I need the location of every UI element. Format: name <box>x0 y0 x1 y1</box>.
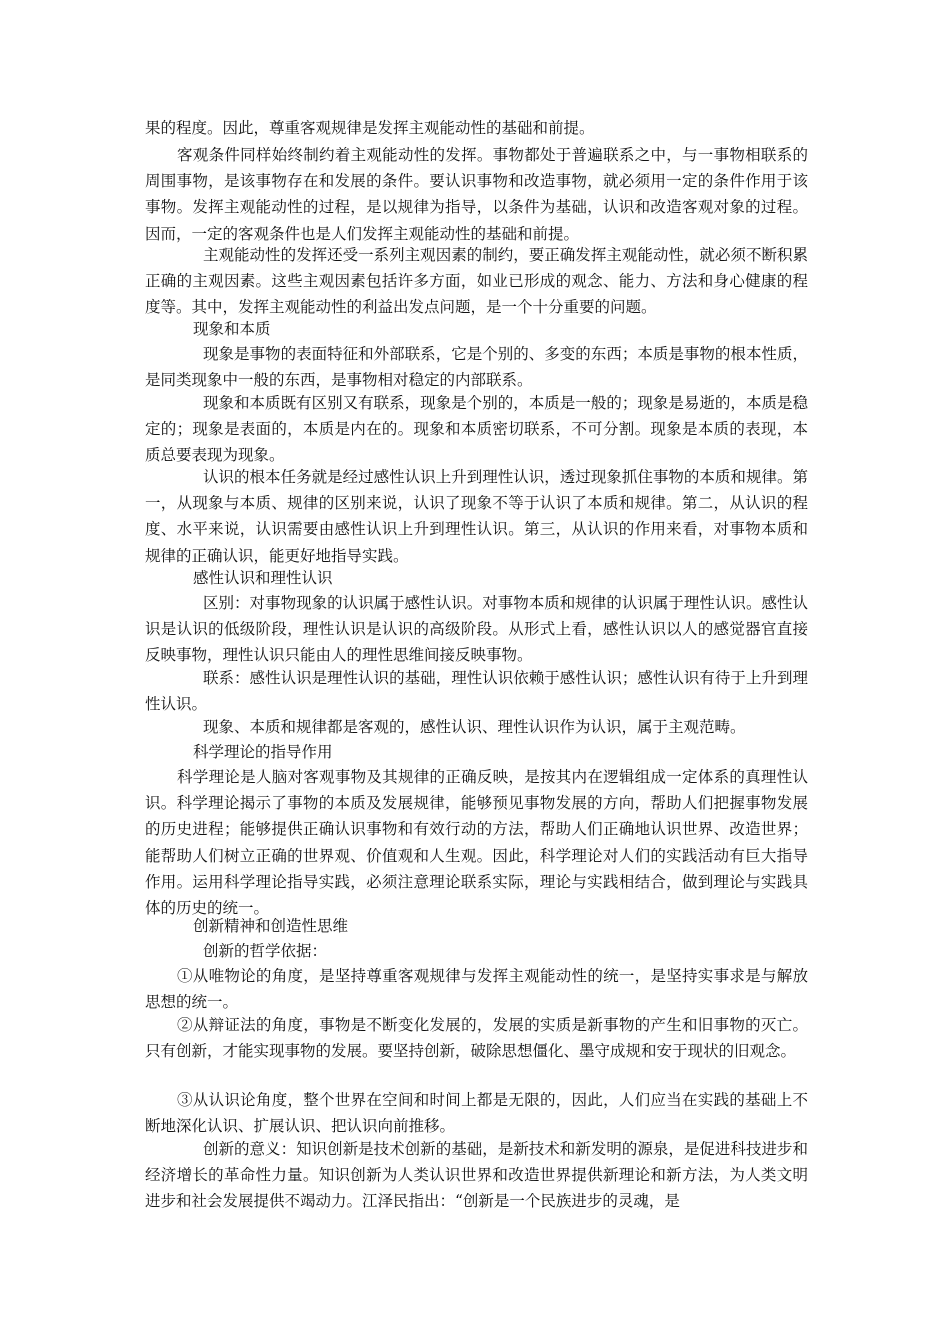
paragraph-11: ①从唯物论的角度，是坚持尊重客观规律与发挥主观能动性的统一，是坚持实事求是与解放思想的统一。 <box>145 967 808 1012</box>
paragraph-1: 果的程度。因此，尊重客观规律是发挥主观能动性的基础和前提。 <box>145 119 595 137</box>
paragraph-12: ②从辩证法的角度，事物是不断变化发展的，发展的实质是新事物的产生和旧事物的灭亡。只有创新，才能实现事物的发展。要坚持创新，破除思想僵化、墨守成规和安于现状的旧观念。 <box>145 1016 808 1061</box>
paragraph-8: 联系：感性认识是理性认识的基础，理性认识依赖于感性认识；感性认识有待于上升到理性认识。 <box>145 669 808 714</box>
heading-phenomenon-essence: 现象和本质 <box>193 320 271 338</box>
paragraph-6: 认识的根本任务就是经过感性认识上升到理性认识，透过现象抓住事物的本质和规律。第一，从现象与本质、规律的区别来说，认识了现象不等于认识了本质和规律。第二，从认识的程度、水平来说，认识需要由感性认识上升到理性认识。第三，从认识的作用来看，对事物本质和规律的正确认识，能更好地指导实践。 <box>145 468 808 565</box>
paragraph-9: 现象、本质和规律都是客观的，感性认识、理性认识作为认识，属于主观范畴。 <box>203 718 746 736</box>
paragraph-14: 创新的意义：知识创新是技术创新的基础，是新技术和新发明的源泉，是促进科技进步和经济增长的革命性力量。知识创新为人类认识世界和改造世界提供新理论和新方法，为人类文明进步和社会发展提供不竭动力。江泽民指出：“创新是一个民族进步的灵魂，是 <box>145 1140 808 1211</box>
paragraph-3: 主观能动性的发挥还受一系列主观因素的制约，要正确发挥主观能动性，就必须不断积累正确的主观因素。这些主观因素包括许多方面，如业已形成的观念、能力、方法和身心健康的程度等。其中，发挥主观能动性的利益出发点问题，是一个十分重要的问题。 <box>145 246 808 317</box>
paragraph-4: 现象是事物的表面特征和外部联系，它是个别的、多变的东西；本质是事物的根本性质，是同类现象中一般的东西，是事物相对稳定的内部联系。 <box>145 345 808 390</box>
heading-philosophical-basis: 创新的哲学依据： <box>203 942 328 960</box>
heading-perceptual-rational: 感性认识和理性认识 <box>193 569 333 587</box>
paragraph-13: ③从认识论角度，整个世界在空间和时间上都是无限的，因此，人们应当在实践的基础上不断地深化认识、扩展认识、把认识向前推移。 <box>145 1091 808 1136</box>
paragraph-7: 区别：对事物现象的认识属于感性认识。对事物本质和规律的认识属于理性认识。感性认识是认识的低级阶段，理性认识是认识的高级阶段。从形式上看，感性认识以人的感觉器官直接反映事物，理性认识只能由人的理性思维间接反映事物。 <box>145 594 808 665</box>
paragraph-5: 现象和本质既有区别又有联系，现象是个别的，本质是一般的；现象是易逝的，本质是稳定的；现象是表面的，本质是内在的。现象和本质密切联系，不可分割。现象是本质的表现，本质总要表现为现象。 <box>145 394 808 465</box>
paragraph-10: 科学理论是人脑对客观事物及其规律的正确反映，是按其内在逻辑组成一定体系的真理性认识。科学理论揭示了事物的本质及发展规律，能够预见事物发展的方向，帮助人们把握事物发展的历史进程；能够提供正确认识事物和有效行动的方法，帮助人们正确地认识世界、改造世界；能帮助人们树立正确的世界观、价值观和人生观。因此，科学理论对人们的实践活动有巨大指导作用。运用科学理论指导实践，必须注意理论联系实际，理论与实践相结合，做到理论与实践具体的历史的统一。 <box>145 768 808 918</box>
heading-scientific-theory: 科学理论的指导作用 <box>193 743 333 761</box>
heading-innovation: 创新精神和创造性思维 <box>193 917 349 935</box>
paragraph-2: 客观条件同样始终制约着主观能动性的发挥。事物都处于普遍联系之中，与一事物相联系的周围事物，是该事物存在和发展的条件。要认识事物和改造事物，就必须用一定的条件作用于该事物。发挥主观能动性的过程，是以规律为指导，以条件为基础，认识和改造客观对象的过程。因而，一定的客观条件也是人们发挥主观能动性的基础和前提。 <box>145 146 808 243</box>
